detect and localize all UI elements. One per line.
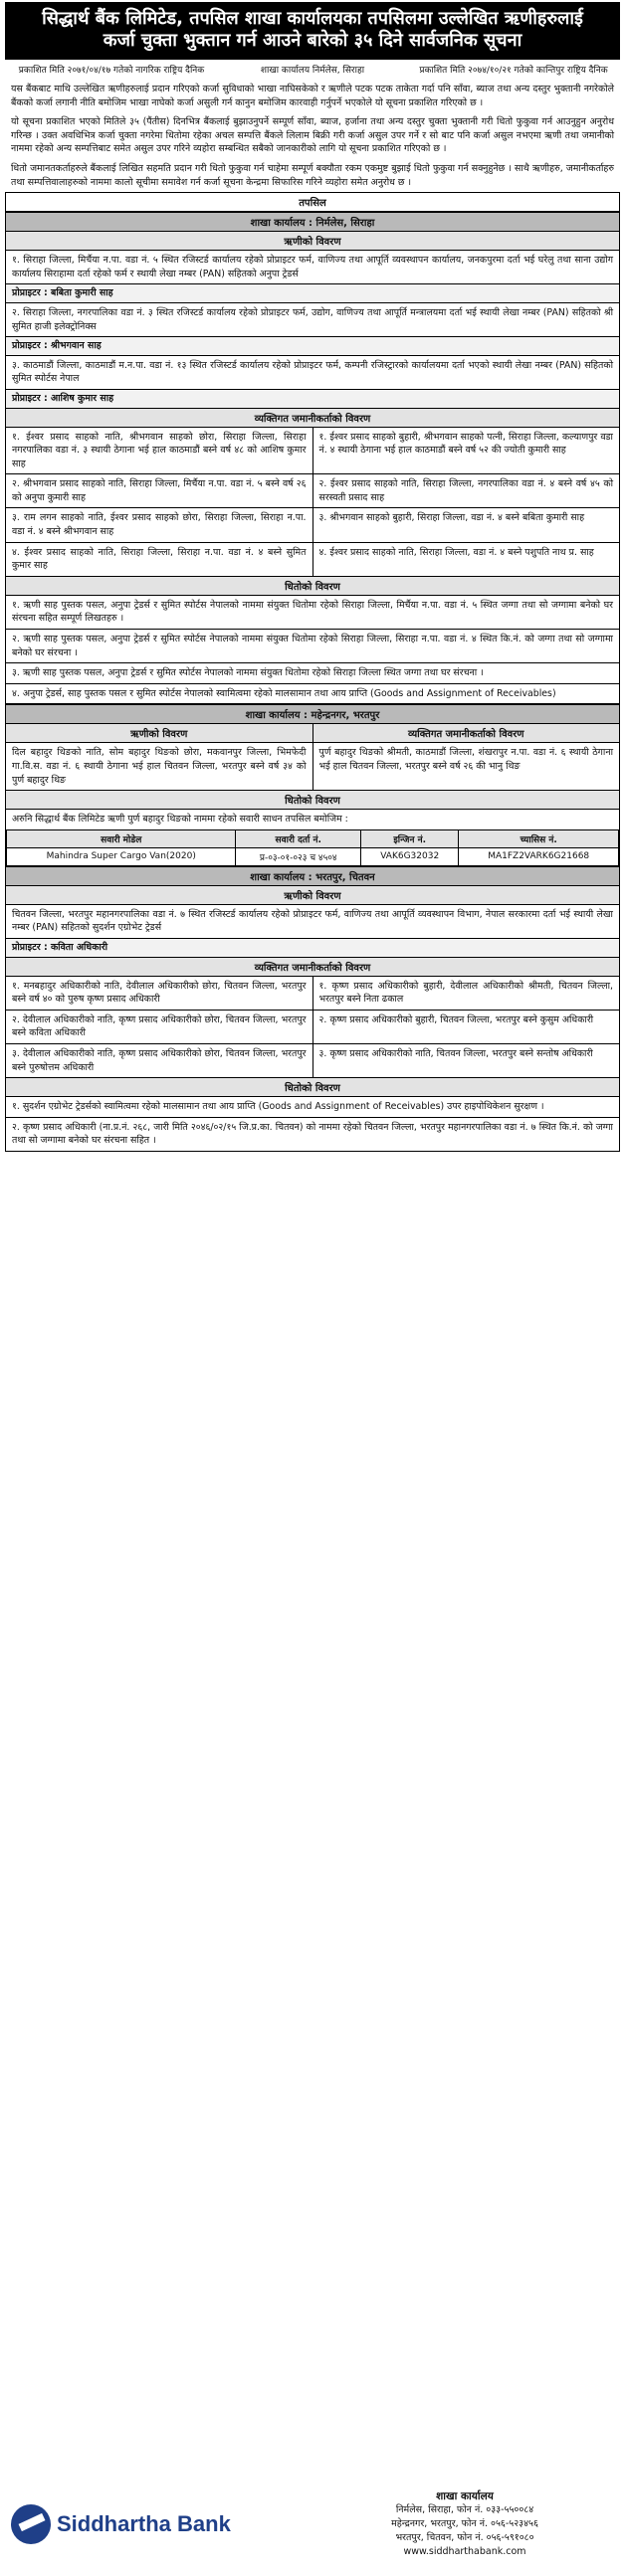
guarantor-right: २. कृष्ण प्रसाद अधिकारीको बुहारी, चितवन जिल्ला, भरतपुर बस्ने कुसुम अधिकारी [312,1011,620,1043]
branch-3-borrowers-title: ऋणीको विवरण [6,886,619,905]
publication-row [5,60,620,80]
guarantor-left: २. देवीलाल अधिकारीको नाति, कृष्ण प्रसाद अधिकारीको छोरा, चितवन जिल्ला, भरतपुर बस्ने कविता अधिकारी [12,1013,307,1039]
branch-1-collateral-3: ३. ऋणी साह पुस्तक पसल, अनुपा ट्रेडर्स र सुमित स्पोर्टस नेपालको नाममा संयुक्त धितोमा रहेको सिराहा जिल्ला स्थित जग्गा तथा घर संरचना । [6,663,619,684]
branch-1-proprietor-2: प्रोप्राइटर : श्रीभगवान साह [6,337,619,356]
branch-3-guarantors-title: व्यक्तिगत जमानीकर्ताको विवरण [6,958,619,977]
guarantor-left: ३. राम लगन साहको नाति, ईश्वर प्रसाद साहको छोरा, सिराहा जिल्ला, सिराहा न.पा. वडा नं. ४ बस्ने श्रीभगवान साह [12,512,307,538]
guarantor-right: १. ईश्वर प्रसाद साहको बुहारी, श्रीभगवान साहको पत्नी, सिराहा जिल्ला, कल्याणपुर वडा नं. ४ स्थायी ठेगाना भई हाल काठमाडौं बस्ने वर्ष ५२ की ज्योती कुमारी साह [312,428,620,474]
tapasil-heading: तपसिल [6,193,619,212]
website-link[interactable]: www.siddharthabank.com [403,2546,526,2557]
branch-2-collateral-title: धितोको विवरण [6,791,619,810]
branch-1-guarantor-row [6,474,619,508]
vehicle-table-header [7,829,619,847]
vehicle-cell: MA1FZ2VARK6G21668 [459,847,619,865]
vehicle-cell: Mahindra Super Cargo Van(2020) [7,847,236,865]
branch-2-guarantor: पुर्ण बहादुर थिङको श्रीमती, काठमाडौं जिल्ला, शंखरापुर न.पा. वडा नं. ६ स्थायी ठेगाना भई हाल चितवन जिल्ला, भरतपुर बस्ने वर्ष २६ की भानु थिङ [312,743,620,790]
notice-footer [5,2477,620,2572]
vehicle-header-cell: इन्जिन नं. [361,829,459,847]
branch-2-headings [6,724,619,743]
branch-3-borrower: चितवन जिल्ला, भरतपुर महानगरपालिका वडा नं. ७ स्थित रजिस्टर्ड कार्यालय रहेको प्रोप्राइटर फर्म, वाणिज्य तथा आपूर्ति व्यवस्थापन विभाग, नेपाल सरकारमा दर्ता भई स्थायी लेखा नम्बर (PAN) सहितको सुदर्शन एग्रोभेट ट्रेडर्स [6,905,619,939]
guarantor-right: १. कृष्ण प्रसाद अधिकारीको बुहारी, देवीलाल अधिकारीको श्रीमती, चितवन जिल्ला, भरतपुर बस्ने निता ढकाल [312,977,620,1010]
branch-1-borrowers-title: ऋणीको विवरण [6,232,619,251]
bank-logo [5,2504,310,2544]
notice-header [5,2,620,60]
header-line-1: सिद्धार्थ बैंक लिमिटेड, तपसिल शाखा कार्यालयका तपसिलमा उल्लेखित ऋणीहरुलाई [42,8,583,29]
branch-1-guarantor-row [6,543,619,577]
vehicle-table-row [7,847,619,865]
guarantor-left: ३. देवीलाल अधिकारीको नाति, कृष्ण प्रसाद अधिकारीको छोरा, चितवन जिल्ला, भरतपुर बस्ने पुरुषोत्तम अधिकारी [12,1047,307,1073]
branch-1-collateral-4: ४. अनुपा ट्रेडर्स, साह पुस्तक पसल र सुमित स्पोर्टस नेपालको स्वामित्वमा रहेको मालसामान तथा आय प्राप्ति (Goods and Assignment of Receivables) [6,684,619,705]
branch-1-borrower-1: १. सिराहा जिल्ला, मिर्चैया न.पा. वडा नं. ५ स्थित रजिस्टर्ड कार्यालय रहेको प्रोप्राइटर फर्म, वाणिज्य तथा आपूर्ति व्यवस्थापन कार्यालय, जनकपुरमा दर्ता भई घरेलु तथा साना उद्योग कार्यालय सिराहामा दर्ता रहेको फर्म र स्थायी लेखा नम्बर (PAN) सहितको अनुपा ट्रेडर्स [6,251,619,284]
branch-1-collateral-2: २. ऋणी साह पुस्तक पसल, अनुपा ट्रेडर्स र सुमित स्पोर्टस नेपालको नाममा संयुक्त धितोमा रहेको सिराहा जिल्ला, सिराहा न.पा. वडा नं. ४ स्थित कि.नं. को जग्गा तथा सो जग्गामा बनेको घर संरचना । [6,630,619,663]
address-line: भरतपुर, चितवन, फोन नं. ०५६-५९१०८० [395,2532,534,2543]
branch-1-proprietor-1: प्रोप्राइटर : बबिता कुमारी साह [6,284,619,303]
branch-1-proprietor-3: प्रोप्राइटर : आशिष कुमार साह [6,390,619,409]
vehicle-cell: VAK6G32032 [361,847,459,865]
intro-paragraph-3: धितो जमानतकर्ताहरुले बैंकलाई लिखित सहमति प्रदान गरी धितो फुकुवा गर्न चाहेमा सम्पूर्ण बक्यौता रकम एकमुष्ट बुझाई धितो फुकुवा गर्न सक्नुहुनेछ । साथै ऋणीहरु, जमानीकर्ताहरु तथा सम्पत्तिवालाहरुको नाममा कालो सूचीमा समावेश गर्न कर्जा सूचना केन्द्रमा सिफारिस गरिने व्यहोरा समेत अनुरोध छ । [11,162,614,188]
publication-col-2: शाखा कार्यालय निर्मलेस, सिराहा [260,66,365,76]
branch-3-title: शाखा कार्यालय : भरतपुर, चितवन [6,866,619,886]
branch-1-title: शाखा कार्यालय : निर्मलेस, सिराहा [6,212,619,232]
intro-paragraph-2: यो सूचना प्रकाशित भएको मितिले ३५ (पैंतीस) दिनभित्र बैंकलाई बुझाउनुपर्ने सम्पूर्ण साँवा, ब्याज, हर्जाना तथा अन्य दस्तुर चुक्ता भुक्तानी गरी धितो फुकुवा गर्न आउनुहुन अनुरोध गरिन्छ । उक्त अवधिभित्र कर्जा चुक्ता नगरेमा धितोमा रहेका अचल सम्पत्ति बैंकले लिलाम बिक्री गरी कर्जा असुल उपर गर्ने र सो बाट पनि कर्जा असुल नभएमा ऋणी तथा जमानीको नाममा रहेको अन्य सम्पत्तिबाट समेत असुल उपर गरिने व्यहोरा सम्बन्धित सबैको जानकारीको लागि यो सूचना प्रकाशित गरिएको छ । [11,116,614,155]
publication-col-3: प्रकाशित मिति २०७४/१०/२१ गतेको कान्तिपुर राष्ट्रिय दैनिक [419,66,608,76]
branch-1-guarantor-row [6,508,619,542]
guarantor-left: १. मनबहादुर अधिकारीको नाति, देवीलाल अधिकारीको छोरा, चितवन जिल्ला, भरतपुर बस्ने वर्ष ४० को पुरुष कृष्ण प्रसाद अधिकारी [12,980,307,1006]
branch-2-borrower: दिल बहादुर थिङको नाति, सोम बहादुर थिङको छोरा, मकवानपुर जिल्ला, भिमफेदी गा.वि.स. वडा नं. ६ स्थायी ठेगाना भई हाल चितवन जिल्ला, भरतपुर बस्ने वर्ष ३४ को पुर्ण बहादुर थिङ [12,747,307,786]
branch-3-proprietor: प्रोप्राइटर : कविता अधिकारी [6,939,619,958]
vehicle-table [6,829,619,866]
bank-logo-icon [11,2504,51,2544]
guarantor-left: २. श्रीभगवान प्रसाद साहको नाति, सिराहा जिल्ला, मिर्चैया न.पा. वडा नं. ५ बस्ने वर्ष २६ को अनुपा कुमारी साह [12,478,307,503]
address-line: महेन्द्रनगर, भरतपुर, फोन नं. ०५६-५२३४५६ [391,2518,538,2529]
branch-3-collateral-title: धितोको विवरण [6,1078,619,1097]
branch-1-guarantors-title: व्यक्तिगत जमानीकर्ताको विवरण [6,409,619,428]
address-line: निर्मलेस, सिराहा, फोन नं. ०३३-५५००८४ [395,2504,534,2515]
guarantor-right: २. ईश्वर प्रसाद साहको नाति, सिराहा जिल्ला, नगरपालिका वडा नं. ४ बस्ने वर्ष ४५ को सरस्वती प्रसाद साह [312,474,620,507]
branch-2-guarantors-title: व्यक्तिगत जमानीकर्ताको विवरण [312,724,620,742]
vehicle-header-cell: च्यासिस नं. [459,829,619,847]
branch-1-collateral-1: १. ऋणी साह पुस्तक पसल, अनुपा ट्रेडर्स र सुमित स्पोर्टस नेपालको नाममा संयुक्त धितोमा रहेको सिराहा जिल्ला, मिर्चैया न.पा. वडा नं. ५ स्थित जग्गा तथा सो जग्गामा बनेको घर संरचना सहित सम्पूर्ण लिखतहरु । [6,596,619,630]
branch-1-section [5,192,620,1152]
vehicle-cell: प्र-०३-०१-०२३ च ४५०४ [236,847,361,865]
header-line-2: कर्जा चुक्ता भुक्तान गर्न आउने बारेको ३५ दिने सार्वजनिक सूचना [103,30,522,51]
branch-3-guarantor-row [6,1011,619,1044]
branch-1-borrower-3: ३. काठमाडौं जिल्ला, काठमाडौं म.न.पा. वडा नं. १३ स्थित रजिस्टर्ड कार्यालय रहेको प्रोप्राइटर फर्म, कम्पनी रजिस्ट्रारको कार्यालयमा दर्ता भएको स्थायी लेखा नम्बर (PAN) सहितको सुमित स्पोर्टस नेपाल [6,356,619,390]
bank-name: Siddhartha Bank [57,2511,231,2536]
branch-3-guarantor-row [6,1044,619,1078]
vehicle-header-cell: सवारी दर्ता नं. [236,829,361,847]
guarantor-right: ३. श्रीभगवान साहको बुहारी, सिराहा जिल्ला, वडा नं. ४ बस्ने बबिता कुमारी साह [312,508,620,541]
office-title: शाखा कार्यालय [436,2490,494,2502]
branch-2-borrowers-title: ऋणीको विवरण [130,729,188,741]
vehicle-header-cell: सवारी मोडेल [7,829,236,847]
intro-paragraph-1: यस बैंकबाट माथि उल्लेखित ऋणीहरुलाई प्रदान गरिएको कर्जा सुविधाको भाखा नाघिसकेको र ऋणीले पटक पटक ताकेता गर्दा पनि साँवा, ब्याज तथा अन्य दस्तुर भुक्तानी नगरेकोले बैंकको कर्जा लगानी नीति बमोजिम भाखा नाघेको कर्जा असुली गर्न कानुन बमोजिम कारवाही गर्नुपर्ने भएकोले यो सूचना प्रकाशित गरिएको छ । [11,84,614,108]
branch-2-parties [6,743,619,791]
guarantor-left: १. ईश्वर प्रसाद साहको नाति, श्रीभगवान साहको छोरा, सिराहा जिल्ला, सिराहा नगरपालिका वडा नं. ३ स्थायी ठेगाना भई हाल काठमाडौं बस्ने वर्ष ४८ को आशिष कुमार साह [12,431,307,469]
guarantor-right: ४. ईश्वर प्रसाद साहको नाति, सिराहा जिल्ला, वडा नं. ४ बस्ने पशुपति नाथ प्र. साह [312,543,620,576]
branch-2-title: शाखा कार्यालय : महेन्द्रनगर, भरतपुर [6,704,619,724]
guarantor-left: ४. ईश्वर प्रसाद साहको नाति, सिराहा जिल्ला, सिराहा न.पा. वडा नं. ४ बस्ने सुमित कुमार साह [12,546,307,572]
branch-3-collateral-2: २. कृष्ण प्रसाद अधिकारी (ना.प्र.नं. २६८, जारी मिति २०४६/०२/१५ जि.प्र.का. चितवन) को नाममा रहेको चितवन जिल्ला, भरतपुर महानगरपालिका वडा नं. ७ स्थित कि.नं. को जग्गा तथा सो जग्गामा बनेको घर संरचना सहित । [12,1121,613,1147]
branch-1-guarantor-row [6,428,619,475]
branch-3-collateral-1: १. सुदर्शन एग्रोभेट ट्रेडर्सको स्वामित्वमा रहेको मालसामान तथा आय प्राप्ति (Goods and Assignment of Receivables) उपर हाइपोथिकेशन सुरक्षण । [6,1097,619,1118]
branch-addresses [310,2489,620,2559]
branch-3-guarantor-row [6,977,619,1011]
branch-1-collateral-title: धितोको विवरण [6,577,619,596]
guarantor-right: ३. कृष्ण प्रसाद अधिकारीको नाति, चितवन जिल्ला, भरतपुर बस्ने सन्तोष अधिकारी [312,1044,620,1077]
publication-col-1: प्रकाशित मिति २०७१/०४/१७ गतेको नागरिक राष्ट्रिय दैनिक [18,66,205,76]
branch-1-borrower-2: २. सिराहा जिल्ला, नगरपालिका वडा नं. ३ स्थित रजिस्टर्ड कार्यालय रहेको प्रोप्राइटर फर्म, उद्योग, वाणिज्य तथा आपूर्ति मन्त्रालयमा दर्ता भई स्थायी लेखा नम्बर (PAN) सहितको श्री सुमित हाजी इलेक्ट्रोनिक्स [6,303,619,337]
branch-2-collateral-text: अरुनि सिद्धार्थ बैंक लिमिटेड ऋणी पुर्ण बहादुर थिङको नाममा रहेको सवारी साधन तपसिल बमोजिम : [12,814,348,826]
notice-page [5,2,620,2576]
